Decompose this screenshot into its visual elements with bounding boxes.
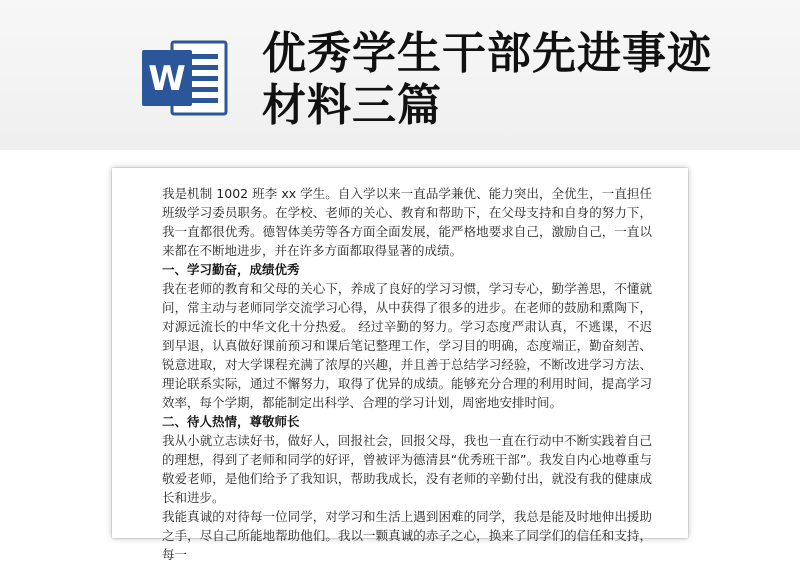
page-title: 优秀学生干部先进事迹材料三篇 [262, 28, 712, 131]
document-body [162, 184, 652, 564]
word-document-icon [140, 38, 230, 118]
paragraph-classmates: 我能真诚的对待每一位同学，对学习和生活上遇到困难的同学，我总是能及时地伸出援助之手，尽自己所能地帮助他们。我以一颗真诚的赤子之心，换来了同学们的信任和支持，每一 [162, 509, 652, 562]
word-letter-icon: W [148, 59, 186, 99]
section-heading-respect: 二、待人热情，尊敬师长 [162, 414, 300, 429]
paragraph-intro: 我是机制 1002 班李 xx 学生。自入学以来一直品学兼优、能力突出，全优生，一直担任班级学习委员职务。在学校、老师的关心、教育和帮助下，在父母支持和自身的努力下，我一直都很优秀。德智体美劳等各方面全面发展，能严格地要求自己，激励自己，一直以来都在不断地进步，并在许多方面都取得显著的成绩。 [162, 186, 652, 258]
section-heading-study: 一、学习勤奋，成绩优秀 [162, 262, 300, 277]
paragraph-study: 我在老师的教育和父母的关心下，养成了良好的学习习惯，学习专心，勤学善思，不懂就问，常主动与老师同学交流学习心得，从中获得了很多的进步。在老师的鼓励和熏陶下，对源远流长的中华文化十分热爱。 经过辛勤的努力。学习态度严肃认真，不逃课，不迟到早退，认真做好课前预习和课后笔记整理工作，学习目的明确，态度端正，勤奋刻苦、锐意进取，对大学课程充满了浓厚的兴趣，并且善于总结学习经验，不断改进学习方法、理论联系实际，通过不懈努力，取得了优异的成绩。能够充分合理的利用时间，提高学习效率，每个学期，都能制定出科学、合理的学习计划，周密地安排时间。 [162, 281, 652, 410]
header-banner [0, 0, 800, 150]
paragraph-respect: 我从小就立志读好书，做好人，回报社会，回报父母，我也一直在行动中不断实践着自己的理想，得到了老师和同学的好评，曾被评为德清县“优秀班干部”。我发自内心地尊重与敬爱老师，是他们给予了我知识，帮助我成长，没有老师的辛勤付出，就没有我的健康成长和进步。 [162, 433, 652, 505]
document-page [112, 168, 688, 562]
